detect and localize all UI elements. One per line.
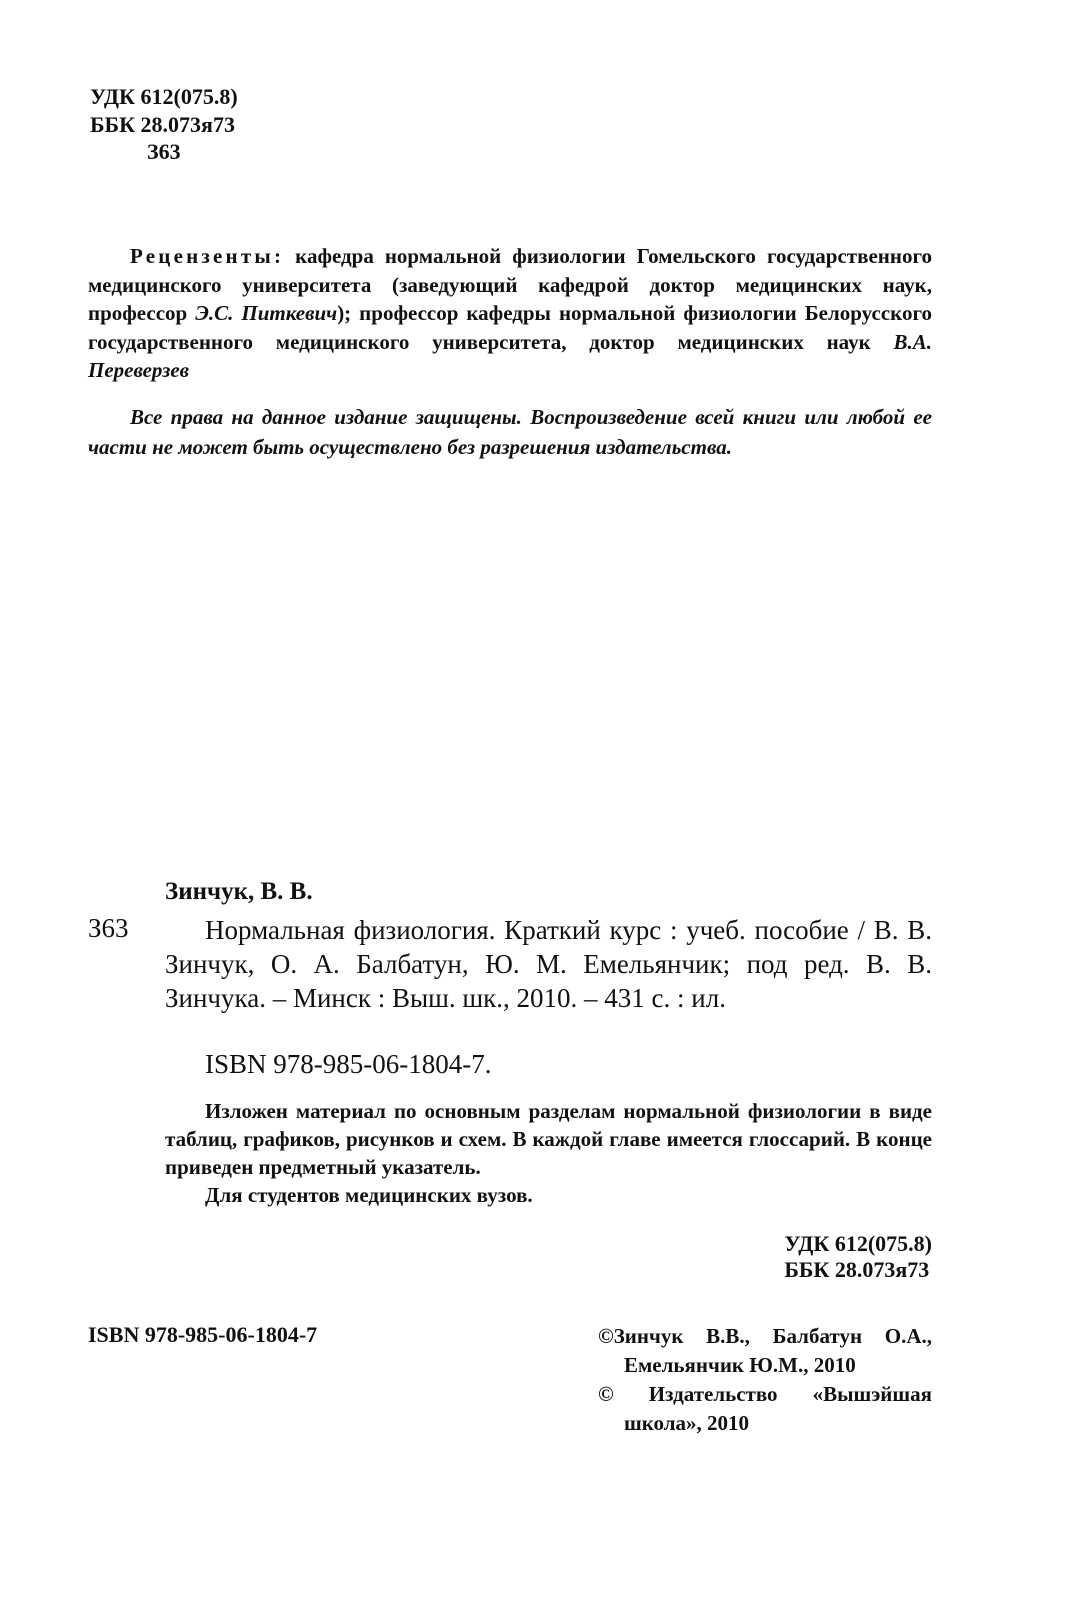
reviewers-text-2: ); профессор кафедры нормальной физиологии Белорусского государственного медицинского университета, доктор медицинских наук xyxy=(88,301,932,354)
copyright-block xyxy=(598,1322,932,1438)
rights-notice: Все права на данное издание защищены. Воспроизведение всей книги или любой ее части не может быть осуществлено без разрешения издательства. xyxy=(88,405,932,459)
catalog-codes-right xyxy=(784,1231,932,1283)
catalog-description: Нормальная физиология. Краткий курс : учеб. пособие / В. В. Зинчук, О. А. Балбатун, Ю. М. Емельянчик; под ред. В. В. Зинчука. – Минск : Выш. шк., 2010. – 431 с. : ил. xyxy=(165,915,932,1013)
author-index-code: З63 xyxy=(147,139,181,164)
annotation-paragraph: Изложен материал по основным разделам нормальной физиологии в виде таблиц, графиков, рисунков и схем. В каждой главе имеется глоссарий. В конце приведен предметный указатель. xyxy=(165,1099,932,1179)
annotation xyxy=(165,1097,932,1209)
bbk-code: ББК 28.073я73 xyxy=(90,111,235,137)
copyright-publisher: © Издательство «Вышэйшая школа», 2010 xyxy=(598,1382,932,1435)
classification-codes xyxy=(90,83,238,166)
reviewer-name-2: В.А. Переверзев xyxy=(88,329,932,382)
udk-code: УДК 612(075.8) xyxy=(90,84,238,109)
catalog-isbn: ISBN 978-985-06-1804-7. xyxy=(205,1049,492,1079)
reviewers-text-1: кафедра нормальной физиологии Гомельского государственного медицинского университета (заведующий кафедрой доктор медицинских наук, профессор xyxy=(88,244,932,325)
bbk-code-right: ББК 28.073я73 xyxy=(784,1257,930,1282)
audience-paragraph: Для студентов медицинских вузов. xyxy=(205,1183,533,1207)
reviewers-paragraph xyxy=(88,242,932,385)
udk-code-right: УДК 612(075.8) xyxy=(784,1231,932,1256)
bottom-isbn: ISBN 978-985-06-1804-7 xyxy=(88,1322,318,1347)
catalog-author: Зинчук, В. В. xyxy=(165,878,313,905)
copyright-authors: ©Зинчук В.В., Балбатун О.А., Емельянчик Ю.М., 2010 xyxy=(598,1324,932,1377)
reviewer-name-1: Э.С. Питкевич xyxy=(195,301,338,325)
catalog-index: З63 xyxy=(88,913,129,943)
reviewers-label: Рецензенты: xyxy=(130,244,285,268)
